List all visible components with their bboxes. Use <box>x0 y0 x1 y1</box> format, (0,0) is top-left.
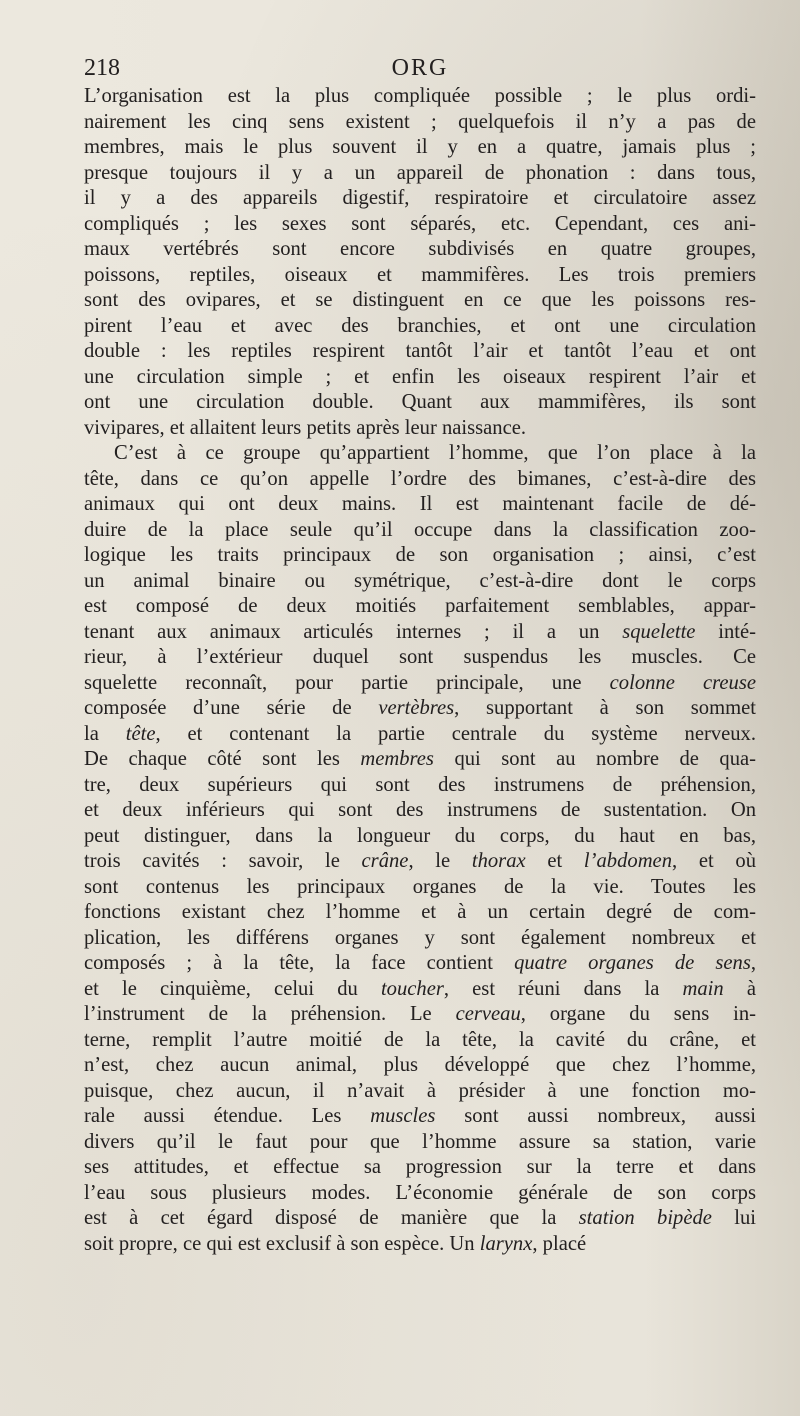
text-run: sont des ovipares, et se distinguent en ce que les poissons res- <box>84 289 756 311</box>
italic-term: squelette <box>622 620 696 643</box>
italic-term: colonne creuse <box>609 671 756 694</box>
italic-term: tête <box>125 722 156 745</box>
text-line <box>84 110 756 136</box>
text-run: vivipares, et allaitent leurs petits après leur naissance. <box>84 416 527 439</box>
text-run: un animal binaire ou symétrique, c’est-à-dire dont le corps <box>84 569 756 592</box>
text-run: De chaque côté sont les <box>84 748 361 770</box>
text-line <box>84 1155 756 1181</box>
text-line <box>84 951 756 977</box>
text-line <box>84 798 756 824</box>
text-run: une circulation simple ; et enfin les oiseaux respirent l’air et <box>84 365 756 388</box>
text-line <box>84 620 756 646</box>
text-line <box>84 875 756 901</box>
text-line <box>84 1104 756 1130</box>
text-line <box>84 416 756 442</box>
text-run: sont aussi nombreux, aussi <box>435 1105 756 1127</box>
text-run: , et où <box>672 850 757 872</box>
text-run: , le <box>408 850 472 872</box>
text-line <box>84 543 756 569</box>
text-run: tête, dans ce qu’on appelle l’ordre des bimanes, c’est-à-dire des <box>84 467 756 490</box>
text-run: , <box>750 952 757 974</box>
text-line <box>84 722 756 748</box>
text-line <box>84 135 756 161</box>
text-run: , supportant à son sommet <box>454 697 756 719</box>
text-run: maux vertébrés sont encore subdivisés en quatre groupes, <box>84 238 756 260</box>
text-run: logique les traits principaux de son organisation ; ainsi, c’est <box>84 544 756 566</box>
text-line <box>84 467 756 493</box>
text-line <box>84 569 756 595</box>
text-line <box>84 288 756 314</box>
text-run: presque toujours il y a un appareil de phonation : dans tous, <box>84 161 756 184</box>
text-line <box>84 926 756 952</box>
text-line <box>84 161 756 187</box>
italic-term: membres <box>360 748 434 770</box>
text-line <box>84 671 756 697</box>
text-run: la <box>84 722 126 745</box>
text-run: l’eau sous plusieurs modes. L’économie générale de son corps <box>84 1181 756 1204</box>
paragraph <box>84 84 756 441</box>
text-run: il y a des appareils digestif, respiratoire et circulatoire assez <box>84 187 756 209</box>
text-run: lui <box>711 1207 756 1229</box>
italic-term: toucher <box>380 977 444 1000</box>
body-text <box>84 84 756 1257</box>
running-head: ORG <box>391 55 449 81</box>
text-run: , et contenant la partie centrale du système nerveux. <box>155 722 756 745</box>
text-run: sont contenus les principaux organes de la vie. Toutes les <box>84 875 756 898</box>
italic-term: main <box>682 977 724 1000</box>
text-run: rale aussi étendue. Les <box>84 1105 371 1127</box>
text-line <box>84 390 756 416</box>
text-line <box>84 1028 756 1054</box>
text-run: animaux qui ont deux mains. Il est maintenant facile de dé- <box>84 493 756 515</box>
text-line <box>84 645 756 671</box>
text-run: plication, les différens organes y sont également nombreux et <box>84 926 756 949</box>
text-line <box>84 237 756 263</box>
text-line <box>84 773 756 799</box>
text-line <box>84 339 756 365</box>
text-run: , est réuni dans la <box>443 977 683 1000</box>
text-run: C’est à ce groupe qu’appartient l’homme, que l’on place à la <box>114 442 756 464</box>
text-line <box>84 1181 756 1207</box>
text-run: ses attitudes, et effectue sa progression sur la terre et dans <box>84 1156 756 1178</box>
text-run: poissons, reptiles, oiseaux et mammifères. Les trois premiers <box>84 263 756 286</box>
page-header <box>84 50 756 86</box>
text-run: composée d’une série de <box>84 697 379 719</box>
text-run: puisque, chez aucun, il n’avait à présider à une fonction mo- <box>84 1079 756 1102</box>
italic-term: thorax <box>471 850 526 872</box>
text-run: et <box>525 850 584 872</box>
text-run: n’est, chez aucun animal, plus développé que chez l’homme, <box>84 1054 756 1076</box>
text-line <box>84 1232 756 1258</box>
italic-term: larynx <box>479 1232 533 1255</box>
text-run: tre, deux supérieurs qui sont des instrumens de préhension, <box>84 773 756 796</box>
text-line <box>84 900 756 926</box>
text-run: , organe du sens in- <box>520 1003 756 1025</box>
italic-term: l’abdomen <box>583 850 672 872</box>
text-line <box>84 84 756 110</box>
text-run: à <box>723 977 756 1000</box>
text-run: L’organisation est la plus compliquée possible ; le plus ordi- <box>84 85 756 107</box>
text-run: est composé de deux moitiés parfaitement semblables, appar- <box>84 595 756 617</box>
text-run: ont une circulation double. Quant aux mammifères, ils sont <box>84 391 756 413</box>
text-run: qui sont au nombre de qua- <box>433 748 756 770</box>
text-line <box>84 1053 756 1079</box>
text-line <box>84 824 756 850</box>
text-line <box>84 492 756 518</box>
text-line <box>84 849 756 875</box>
italic-term: cerveau <box>455 1003 521 1025</box>
text-line <box>84 263 756 289</box>
text-line <box>84 594 756 620</box>
text-line <box>84 186 756 212</box>
italic-term: station bipède <box>578 1207 712 1229</box>
italic-term: quatre organes de sens <box>514 952 751 974</box>
text-run: divers qu’il le faut pour que l’homme assure sa station, varie <box>84 1130 756 1153</box>
text-run: inté- <box>695 620 756 643</box>
text-run: tenant aux animaux articulés internes ; il a un <box>84 620 623 643</box>
text-run: duire de la place seule qu’il occupe dans la classification zoo- <box>84 518 756 541</box>
text-run: et deux inférieurs qui sont des instrumens de sustentation. On <box>84 799 756 821</box>
text-run: squelette reconnaît, pour partie principale, une <box>84 671 610 694</box>
text-line <box>84 365 756 391</box>
text-run: l’instrument de la préhension. Le <box>84 1003 456 1025</box>
text-run: terne, remplit l’autre moitié de la tête, la cavité du crâne, et <box>84 1028 756 1051</box>
text-line <box>84 977 756 1003</box>
text-line <box>84 1206 756 1232</box>
text-line <box>84 518 756 544</box>
text-line <box>84 696 756 722</box>
text-run: peut distinguer, dans la longueur du corps, du haut en bas, <box>84 824 756 847</box>
text-line <box>84 314 756 340</box>
text-line <box>84 441 756 467</box>
text-run: double : les reptiles respirent tantôt l’air et tantôt l’eau et ont <box>84 340 756 362</box>
text-run: trois cavités : savoir, le <box>84 850 362 872</box>
text-run: et le cinquième, celui du <box>84 977 381 1000</box>
text-run: fonctions existant chez l’homme et à un certain degré de com- <box>84 901 756 923</box>
text-line <box>84 1130 756 1156</box>
text-run: soit propre, ce qui est exclusif à son espèce. Un <box>84 1232 480 1255</box>
paragraph <box>84 441 756 1257</box>
text-line <box>84 747 756 773</box>
italic-term: crâne <box>361 850 409 872</box>
page-number: 218 <box>84 55 120 81</box>
text-run: est à cet égard disposé de manière que la <box>84 1207 579 1229</box>
text-run: , placé <box>532 1232 587 1255</box>
text-run: nairement les cinq sens existent ; quelquefois il n’y a pas de <box>84 110 756 133</box>
italic-term: vertèbres <box>378 697 455 719</box>
text-run: membres, mais le plus souvent il y en a quatre, jamais plus ; <box>84 136 756 158</box>
text-line <box>84 1002 756 1028</box>
text-line <box>84 212 756 238</box>
text-run: pirent l’eau et avec des branchies, et ont une circulation <box>84 314 756 337</box>
text-run: compliqués ; les sexes sont séparés, etc. Cependant, ces ani- <box>84 212 756 235</box>
text-line <box>84 1079 756 1105</box>
text-run: rieur, à l’extérieur duquel sont suspendus les muscles. Ce <box>84 646 756 668</box>
text-run: composés ; à la tête, la face contient <box>84 952 515 974</box>
italic-term: muscles <box>370 1105 436 1127</box>
